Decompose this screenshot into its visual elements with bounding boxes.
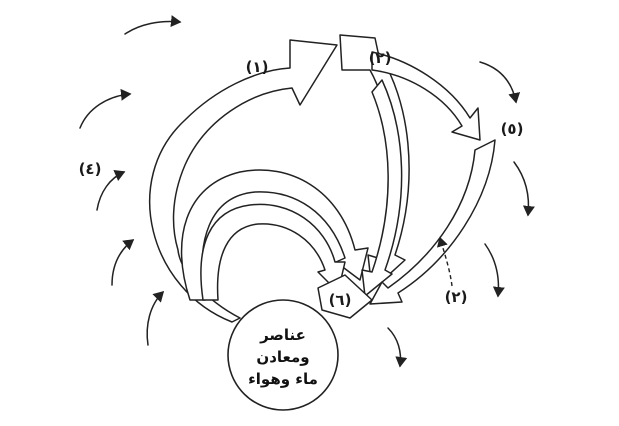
small-arrow-left-4 xyxy=(147,292,163,345)
label-6: (٦) xyxy=(328,291,352,309)
center-line-2: ومعادن xyxy=(256,348,310,366)
label-1: (١) xyxy=(245,58,269,76)
label-2-top: (٢) xyxy=(368,49,392,67)
label-2-bottom: (٢) xyxy=(444,288,468,306)
small-arrow-top-1 xyxy=(125,22,180,35)
small-arrow-right-3 xyxy=(485,244,498,296)
small-arrow-left-1 xyxy=(80,94,130,128)
small-arrow-right-2 xyxy=(514,162,528,215)
center-line-1: عناصر xyxy=(260,326,306,344)
small-arrow-right-1 xyxy=(480,62,516,102)
small-arrow-left-3 xyxy=(112,240,133,285)
small-arrow-bottom-1 xyxy=(388,328,401,366)
label-5: (٥) xyxy=(500,120,524,138)
center-line-3: ماء وهواء xyxy=(248,370,318,388)
label-4: (٤) xyxy=(78,160,102,178)
